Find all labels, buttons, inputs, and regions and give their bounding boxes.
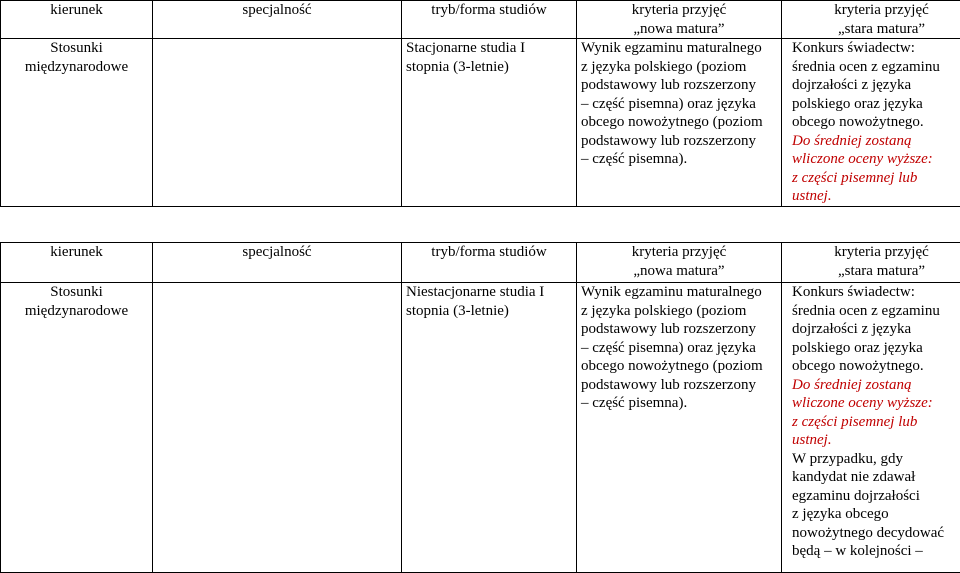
kierunek-value: Stosunki międzynarodowe bbox=[5, 39, 148, 76]
header-row bbox=[1, 243, 960, 283]
header-specjalnosc bbox=[153, 243, 402, 283]
kryteria-stara-note: Do średniej zostaną wliczone oceny wyższe: z części pisemnej lub ustnej. bbox=[792, 376, 960, 450]
cell-kryteria-stara bbox=[782, 283, 960, 573]
header-specjalnosc bbox=[153, 1, 402, 39]
tryb-value: Niestacjonarne studia I stopnia (3-letnie) bbox=[406, 283, 572, 320]
tryb-value: Stacjonarne studia I stopnia (3-letnie) bbox=[406, 39, 572, 76]
admission-table-part-time bbox=[0, 242, 960, 573]
header-specjalnosc-text: specjalność bbox=[242, 2, 311, 18]
cell-kierunek bbox=[1, 39, 153, 207]
header-kryteria-nowa-line1: kryteria przyjęć bbox=[581, 1, 777, 20]
admission-table-full-time bbox=[0, 0, 960, 207]
header-kierunek-text: kierunek bbox=[50, 2, 102, 18]
header-kierunek-text: kierunek bbox=[50, 244, 102, 260]
header-tryb bbox=[402, 243, 577, 283]
header-kryteria-nowa-line2: „nowa matura” bbox=[581, 20, 777, 39]
kryteria-nowa-value: Wynik egzaminu maturalnego z języka polskiego (poziom podstawowy lub rozszerzony – część pisemna) oraz języka obcego nowożytnego (poziom podstawowy lub rozszerzony – część pisemna). bbox=[581, 39, 777, 169]
cell-kierunek bbox=[1, 283, 153, 573]
header-kryteria-nowa bbox=[577, 243, 782, 283]
cell-specjalnosc bbox=[153, 39, 402, 207]
header-kryteria-nowa-line2: „nowa matura” bbox=[581, 262, 777, 281]
kryteria-stara-note: Do średniej zostaną wliczone oceny wyższe: z części pisemnej lub ustnej. bbox=[792, 132, 960, 206]
kryteria-stara-extra: W przypadku, gdy kandydat nie zdawał egzaminu dojrzałości z języka obcego nowożytnego decydować będą – w kolejności – bbox=[792, 450, 960, 561]
header-kierunek bbox=[1, 243, 153, 283]
header-kryteria-nowa bbox=[577, 1, 782, 39]
header-row bbox=[1, 1, 960, 39]
kierunek-value: Stosunki międzynarodowe bbox=[5, 283, 148, 320]
header-tryb-text: tryb/forma studiów bbox=[431, 244, 546, 260]
kryteria-stara-value: Konkurs świadectw: średnia ocen z egzaminu dojrzałości z języka polskiego oraz języka obcego nowożytnego. bbox=[792, 283, 960, 376]
header-kryteria-stara bbox=[782, 243, 960, 283]
cell-kryteria-nowa bbox=[577, 283, 782, 573]
data-row bbox=[1, 39, 960, 207]
kryteria-stara-value: Konkurs świadectw: średnia ocen z egzaminu dojrzałości z języka polskiego oraz języka obcego nowożytnego. bbox=[792, 39, 960, 132]
header-specjalnosc-text: specjalność bbox=[242, 244, 311, 260]
header-tryb-text: tryb/forma studiów bbox=[431, 2, 546, 18]
header-kryteria-stara-line2: „stara matura” bbox=[786, 262, 960, 281]
cell-kryteria-nowa bbox=[577, 39, 782, 207]
cell-specjalnosc bbox=[153, 283, 402, 573]
header-kierunek bbox=[1, 1, 153, 39]
data-row bbox=[1, 283, 960, 573]
cell-tryb bbox=[402, 283, 577, 573]
cell-tryb bbox=[402, 39, 577, 207]
header-kryteria-stara bbox=[782, 1, 960, 39]
header-kryteria-stara-line1: kryteria przyjęć bbox=[786, 243, 960, 262]
kryteria-nowa-value: Wynik egzaminu maturalnego z języka polskiego (poziom podstawowy lub rozszerzony – część pisemna) oraz języka obcego nowożytnego (poziom podstawowy lub rozszerzony – część pisemna). bbox=[581, 283, 777, 413]
header-kryteria-stara-line1: kryteria przyjęć bbox=[786, 1, 960, 20]
header-kryteria-stara-line2: „stara matura” bbox=[786, 20, 960, 39]
header-kryteria-nowa-line1: kryteria przyjęć bbox=[581, 243, 777, 262]
cell-kryteria-stara bbox=[782, 39, 960, 207]
header-tryb bbox=[402, 1, 577, 39]
